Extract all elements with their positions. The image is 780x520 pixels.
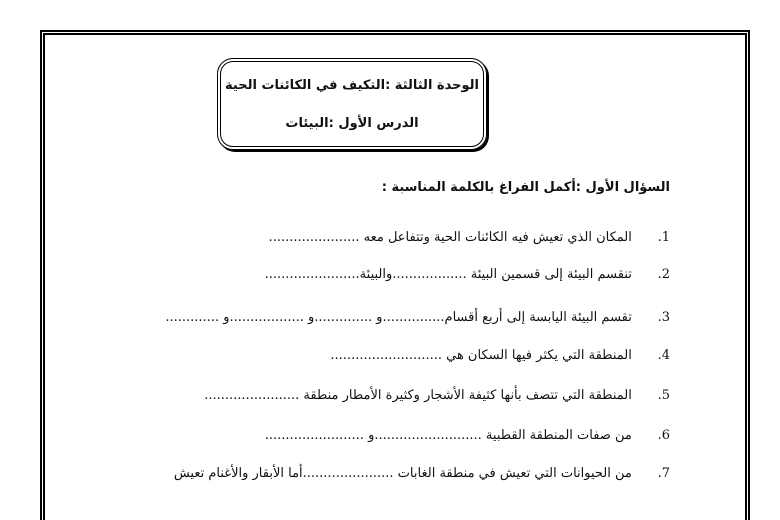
list-item xyxy=(265,428,670,443)
lesson-title: الدرس الأول :البيئات xyxy=(285,116,419,131)
list-item xyxy=(165,310,670,325)
item-number: 4. xyxy=(657,348,670,363)
item-text: تقسم البيئة اليابسة إلى أربع أقسام...............و ..............و ..................و ............. xyxy=(165,310,632,325)
item-text: المنطقة التي يكثر فيها السكان هي ........................... xyxy=(330,348,632,363)
item-number: 6. xyxy=(657,428,670,443)
unit-title: الوحدة الثالثة :التكيف في الكائنات الحية xyxy=(225,78,479,93)
list-item xyxy=(330,348,670,363)
item-text: من الحيوانات التي تعيش في منطقة الغابات ......................أما الأبقار والأغنام تعيش xyxy=(173,466,632,481)
item-number: 2. xyxy=(657,267,670,282)
item-text: من صفات المنطقة القطبية ..........................و ........................ xyxy=(264,428,632,443)
item-text: المنطقة التي تتصف بأنها كثيفة الأشجار وكثيرة الأمطار منطقة ....................... xyxy=(204,388,632,403)
list-item xyxy=(204,388,670,403)
item-text: تنقسم البيئة إلى قسمين البيئة ..................والبيئة....................... xyxy=(264,267,632,282)
item-number: 5. xyxy=(657,388,670,403)
item-number: 3. xyxy=(657,310,670,325)
item-number: 7. xyxy=(657,466,670,481)
question-heading: السؤال الأول :أكمل الفراغ بالكلمة المناسبة : xyxy=(381,180,670,195)
list-item xyxy=(265,267,670,282)
list-item xyxy=(269,230,670,245)
item-text: المكان الذي تعيش فيه الكائنات الحية وتتفاعل معه ...................... xyxy=(268,230,632,245)
item-number: 1. xyxy=(657,230,670,245)
title-box xyxy=(217,58,487,150)
list-item xyxy=(174,466,670,481)
